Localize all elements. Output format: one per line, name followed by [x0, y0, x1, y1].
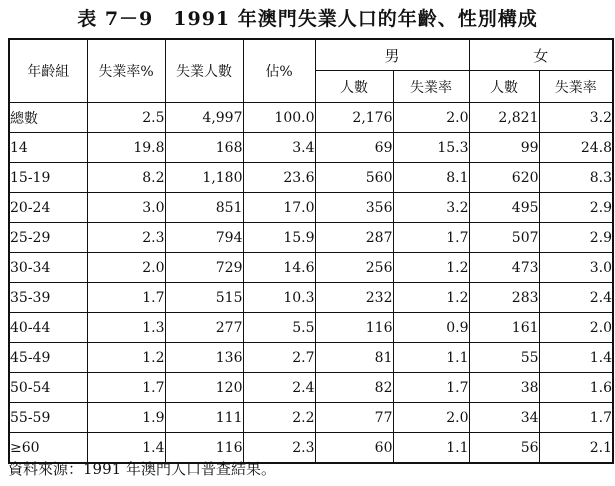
- female-rate-cell: 2.9: [539, 193, 613, 223]
- share-cell: 10.3: [243, 283, 315, 313]
- male-rate-cell: 2.0: [393, 103, 469, 133]
- female-rate-cell: 8.3: [539, 163, 613, 193]
- male-count-cell: 81: [315, 343, 393, 373]
- table-row: [9, 253, 613, 283]
- male-count-cell: 69: [315, 133, 393, 163]
- share-cell: 17.0: [243, 193, 315, 223]
- unemployed-cell: 729: [165, 253, 243, 283]
- rate-cell: 1.7: [87, 283, 165, 313]
- female-count-cell: 99: [469, 133, 539, 163]
- table-row: [9, 223, 613, 253]
- male-count-cell: 356: [315, 193, 393, 223]
- share-cell: 2.3: [243, 433, 315, 464]
- female-rate-cell: 24.8: [539, 133, 613, 163]
- unemployment-table: [8, 38, 614, 464]
- female-count-cell: 56: [469, 433, 539, 464]
- table-row: [9, 103, 613, 133]
- header-row-top: [9, 39, 613, 71]
- header-female-rate: 失業率: [539, 71, 613, 103]
- male-count-cell: 560: [315, 163, 393, 193]
- female-count-cell: 620: [469, 163, 539, 193]
- unemployed-cell: 515: [165, 283, 243, 313]
- header-unemployed-count: 失業人數: [165, 39, 243, 103]
- male-rate-cell: 0.9: [393, 313, 469, 343]
- female-count-cell: 34: [469, 403, 539, 433]
- male-count-cell: 82: [315, 373, 393, 403]
- unemployed-cell: 116: [165, 433, 243, 464]
- female-rate-cell: 3.0: [539, 253, 613, 283]
- age-group-cell: 15-19: [9, 163, 87, 193]
- female-count-cell: 55: [469, 343, 539, 373]
- female-rate-cell: 1.6: [539, 373, 613, 403]
- table-row: [9, 403, 613, 433]
- female-rate-cell: 2.9: [539, 223, 613, 253]
- share-cell: 5.5: [243, 313, 315, 343]
- rate-cell: 1.3: [87, 313, 165, 343]
- rate-cell: 2.5: [87, 103, 165, 133]
- female-rate-cell: 2.4: [539, 283, 613, 313]
- female-rate-cell: 2.0: [539, 313, 613, 343]
- unemployed-cell: 4,997: [165, 103, 243, 133]
- table-row: [9, 373, 613, 403]
- male-count-cell: 77: [315, 403, 393, 433]
- male-rate-cell: 8.1: [393, 163, 469, 193]
- unemployed-cell: 136: [165, 343, 243, 373]
- table-row: [9, 313, 613, 343]
- male-count-cell: 2,176: [315, 103, 393, 133]
- unemployed-cell: 1,180: [165, 163, 243, 193]
- share-cell: 23.6: [243, 163, 315, 193]
- age-group-cell: 40-44: [9, 313, 87, 343]
- female-count-cell: 38: [469, 373, 539, 403]
- unemployed-cell: 794: [165, 223, 243, 253]
- rate-cell: 2.3: [87, 223, 165, 253]
- male-count-cell: 232: [315, 283, 393, 313]
- male-rate-cell: 15.3: [393, 133, 469, 163]
- male-rate-cell: 1.1: [393, 343, 469, 373]
- age-group-cell: 20-24: [9, 193, 87, 223]
- rate-cell: 2.0: [87, 253, 165, 283]
- table-row: [9, 133, 613, 163]
- unemployed-cell: 111: [165, 403, 243, 433]
- age-group-cell: 14: [9, 133, 87, 163]
- rate-cell: 19.8: [87, 133, 165, 163]
- rate-cell: 8.2: [87, 163, 165, 193]
- table-row: [9, 163, 613, 193]
- male-rate-cell: 1.2: [393, 253, 469, 283]
- male-count-cell: 256: [315, 253, 393, 283]
- male-rate-cell: 1.7: [393, 223, 469, 253]
- table-title: 表 7－9 1991 年澳門失業人口的年齡、性別構成: [77, 8, 538, 30]
- header-unemployment-rate: 失業率%: [87, 39, 165, 103]
- table-row: [9, 343, 613, 373]
- female-count-cell: 2,821: [469, 103, 539, 133]
- header-male-rate: 失業率: [393, 71, 469, 103]
- rate-cell: 3.0: [87, 193, 165, 223]
- female-rate-cell: 3.2: [539, 103, 613, 133]
- female-rate-cell: 1.7: [539, 403, 613, 433]
- female-rate-cell: 2.1: [539, 433, 613, 464]
- male-rate-cell: 1.7: [393, 373, 469, 403]
- header-female: 女: [469, 39, 613, 71]
- age-group-cell: 50-54: [9, 373, 87, 403]
- unemployed-cell: 168: [165, 133, 243, 163]
- male-rate-cell: 2.0: [393, 403, 469, 433]
- male-rate-cell: 1.2: [393, 283, 469, 313]
- rate-cell: 1.2: [87, 343, 165, 373]
- female-count-cell: 495: [469, 193, 539, 223]
- table-row: [9, 193, 613, 223]
- age-group-cell: 45-49: [9, 343, 87, 373]
- female-count-cell: 507: [469, 223, 539, 253]
- unemployed-cell: 851: [165, 193, 243, 223]
- rate-cell: 1.4: [87, 433, 165, 464]
- header-male: 男: [315, 39, 469, 71]
- female-count-cell: 161: [469, 313, 539, 343]
- share-cell: 2.4: [243, 373, 315, 403]
- rate-cell: 1.7: [87, 373, 165, 403]
- male-count-cell: 116: [315, 313, 393, 343]
- unemployed-cell: 277: [165, 313, 243, 343]
- age-group-cell: 55-59: [9, 403, 87, 433]
- age-group-cell: 25-29: [9, 223, 87, 253]
- table-body: [9, 103, 613, 464]
- header-share: 佔%: [243, 39, 315, 103]
- table-row: [9, 283, 613, 313]
- unemployed-cell: 120: [165, 373, 243, 403]
- share-cell: 100.0: [243, 103, 315, 133]
- header-age-group: 年齡組: [9, 39, 87, 103]
- source-note: 資料來源：1991 年澳門人口普查結果。: [8, 460, 276, 478]
- female-count-cell: 283: [469, 283, 539, 313]
- male-rate-cell: 1.1: [393, 433, 469, 464]
- male-count-cell: 60: [315, 433, 393, 464]
- age-group-cell: 30-34: [9, 253, 87, 283]
- female-rate-cell: 1.4: [539, 343, 613, 373]
- male-count-cell: 287: [315, 223, 393, 253]
- share-cell: 14.6: [243, 253, 315, 283]
- age-group-cell: ≥60: [9, 433, 87, 464]
- share-cell: 2.7: [243, 343, 315, 373]
- female-count-cell: 473: [469, 253, 539, 283]
- share-cell: 15.9: [243, 223, 315, 253]
- age-group-cell: 35-39: [9, 283, 87, 313]
- age-group-cell: 總數: [9, 103, 87, 133]
- rate-cell: 1.9: [87, 403, 165, 433]
- share-cell: 2.2: [243, 403, 315, 433]
- header-male-count: 人數: [315, 71, 393, 103]
- male-rate-cell: 3.2: [393, 193, 469, 223]
- header-female-count: 人數: [469, 71, 539, 103]
- share-cell: 3.4: [243, 133, 315, 163]
